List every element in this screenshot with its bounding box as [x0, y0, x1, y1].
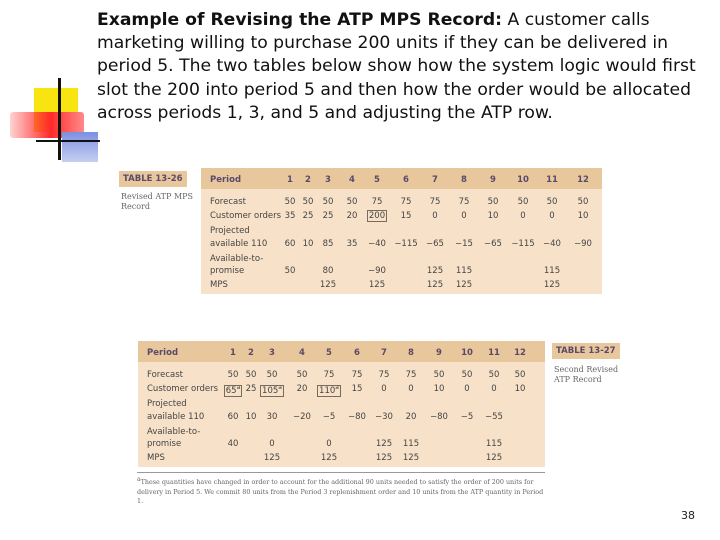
table1-cell	[510, 197, 536, 207]
table1-cell-value: −65	[484, 239, 502, 249]
table1-cell-value: 75	[458, 197, 470, 207]
table1-cell	[539, 239, 565, 249]
table2-cell-value: 50	[461, 370, 473, 380]
table1-period-2: 2	[305, 175, 311, 185]
table1-cell	[539, 197, 565, 207]
table2-period-1: 1	[230, 348, 236, 358]
table2-period-10: 10	[461, 348, 473, 358]
table2-header-label: Period	[147, 348, 179, 358]
table1-row-label: available 110	[210, 239, 268, 249]
table1-cell-value: 50	[284, 197, 296, 207]
table1-cell-value: 115	[455, 266, 473, 276]
table2-period-8: 8	[408, 348, 414, 358]
table1-cell-value: 80	[322, 266, 334, 276]
table1-cell	[364, 266, 390, 276]
table1-row-label: Forecast	[210, 197, 246, 207]
table1-cell-value: 10	[577, 211, 589, 221]
table2-cell-value: 10	[514, 384, 526, 394]
table2-cell	[316, 384, 342, 396]
table2-cell-value: 125	[263, 453, 281, 463]
table2-tag: TABLE 13-27	[552, 343, 620, 359]
table1-cell	[570, 239, 596, 249]
table1-cell-value: 35	[346, 239, 358, 249]
table1-cell-value: 0	[520, 211, 526, 221]
table2-cell	[481, 384, 507, 394]
table2-cell-value: −80	[348, 412, 366, 422]
table2-cell	[371, 384, 397, 394]
table1-cell-value: 50	[322, 197, 334, 207]
table2-cell	[259, 439, 285, 449]
table1-cell-value: −90	[368, 266, 386, 276]
table2-row-label: Forecast	[147, 370, 183, 380]
table2-period-9: 9	[436, 348, 442, 358]
table2-cell	[371, 453, 397, 463]
table1-cell-value: 75	[400, 197, 412, 207]
table2-period-12: 12	[514, 348, 526, 358]
table2-cell	[507, 370, 533, 380]
table1-row-label: Available-to-	[210, 254, 264, 264]
table1-cell-value: −115	[511, 239, 535, 249]
table2-cell-value: 65$^a$	[225, 384, 241, 396]
table2-cell-value: 50	[266, 370, 278, 380]
table1-cell-value: 125	[455, 280, 473, 290]
table2-cell-value: 125	[320, 453, 338, 463]
decorative-vertical-line	[58, 78, 61, 160]
table2-row-label: MPS	[147, 453, 165, 463]
table2-cell-value: 0	[269, 439, 275, 449]
table2-cell	[220, 439, 246, 449]
table2-cell-value: 115	[402, 439, 420, 449]
table2-cell	[316, 412, 342, 422]
table1-cell-value: 10	[302, 239, 314, 249]
table2-cell-value: 40	[227, 439, 239, 449]
table2-cell-value: 0	[491, 384, 497, 394]
table1-cell	[451, 239, 477, 249]
table2-row-label: Available-to-	[147, 427, 201, 437]
table2-cell-value: 0	[381, 384, 387, 394]
table1-cell-value: 50	[284, 266, 296, 276]
decorative-blue-square	[62, 132, 98, 162]
table1-cell-value: 50	[546, 197, 558, 207]
table2-cell-value: 75	[405, 370, 417, 380]
table2-cell-value: 0	[464, 384, 470, 394]
table1-cell	[393, 197, 419, 207]
table1-atp-record	[201, 168, 602, 294]
table2-cell-value: 20	[296, 384, 308, 394]
table2-footnote	[137, 472, 545, 507]
table1-cell	[539, 211, 565, 221]
table2-footnote-marker: a	[236, 384, 241, 391]
table1-cell-value: 10	[487, 211, 499, 221]
table2-cell-value: −80	[430, 412, 448, 422]
table1-cell	[422, 280, 448, 290]
table1-cell	[451, 211, 477, 221]
table2-cell	[259, 453, 285, 463]
table1-cell	[339, 211, 365, 221]
table1-cell	[315, 280, 341, 290]
table1-cell-value: −115	[394, 239, 418, 249]
table2-cell	[371, 370, 397, 380]
table1-cell-value: 0	[461, 211, 467, 221]
table2-cell-value: 125	[375, 439, 393, 449]
slide-body-text	[97, 9, 697, 125]
table1-cell	[315, 266, 341, 276]
table2-cell-value: 105$^a$	[262, 384, 282, 396]
table2-second-revised-atp-record	[138, 341, 545, 467]
table1-cell-value: 20	[346, 211, 358, 221]
table1-cell-value: 25	[302, 211, 314, 221]
table1-cell	[339, 197, 365, 207]
table1-cell-value: 50	[487, 197, 499, 207]
table2-cell	[481, 370, 507, 380]
table2-cell-value: 125	[485, 453, 503, 463]
slide-title-bold: Example of Revising the ATP MPS Record:	[97, 10, 503, 30]
table2-cell-value: 50	[433, 370, 445, 380]
table2-footnote-marker: a	[335, 384, 339, 391]
table1-cell	[451, 266, 477, 276]
slide-title-rest: A customer calls marketing willing to purchase 200 units if they can be delivered in period 5. The two tables below show how the system logic would first slot the 200 into period 5 and then how the order would be allocated across periods 1, 3, and 5 and adjusting the ATP row.	[97, 10, 696, 123]
table1-cell	[393, 239, 419, 249]
table1-cell	[364, 280, 390, 290]
table2-cell-value: 110$^a$	[319, 384, 339, 396]
table2-cell-value: 50	[488, 370, 500, 380]
table1-row-label: MPS	[210, 280, 228, 290]
table1-period-5: 5	[374, 175, 380, 185]
table1-cell-value: 50	[577, 197, 589, 207]
table2-cell	[289, 370, 315, 380]
table1-period-9: 9	[490, 175, 496, 185]
table1-period-7: 7	[432, 175, 438, 185]
table1-cell	[422, 211, 448, 221]
table2-cell-value: 60	[227, 412, 239, 422]
table2-period-4: 4	[299, 348, 305, 358]
table2-period-2: 2	[248, 348, 254, 358]
table1-cell-value: −40	[543, 239, 561, 249]
table1-cell	[315, 239, 341, 249]
table1-cell-value: 75	[371, 197, 383, 207]
table1-cell-value: 0	[432, 211, 438, 221]
table2-period-5: 5	[326, 348, 332, 358]
table2-row-label: Customer orders	[147, 384, 219, 394]
table1-cell-value: 125	[319, 280, 337, 290]
table2-cell	[316, 370, 342, 380]
table1-cell-value: −40	[368, 239, 386, 249]
table1-caption: Revised ATP MPS Record	[121, 192, 193, 211]
table2-cell	[426, 370, 452, 380]
table2-cell-value: 0	[326, 439, 332, 449]
table1-period-6: 6	[403, 175, 409, 185]
table2-cell-value: 50	[514, 370, 526, 380]
table1-row-label: Customer orders	[210, 211, 282, 221]
table1-cell	[422, 239, 448, 249]
table2-row-label: available 110	[147, 412, 205, 422]
table2-cell-value: 20	[405, 412, 417, 422]
table2-cell	[344, 370, 370, 380]
table1-cell	[480, 211, 506, 221]
table1-cell-value: −15	[455, 239, 473, 249]
table2-cell	[454, 384, 480, 394]
table1-cell-value: 50	[302, 197, 314, 207]
page-number: 38	[681, 509, 695, 522]
table2-cell	[454, 412, 480, 422]
table2-cell-value: 0	[408, 384, 414, 394]
table2-cell-value: 10	[245, 412, 257, 422]
table2-period-6: 6	[354, 348, 360, 358]
table2-cell	[259, 412, 285, 422]
table1-cell	[393, 211, 419, 221]
table1-cell	[451, 280, 477, 290]
table1-period-11: 11	[546, 175, 558, 185]
table2-cell-value: −20	[293, 412, 311, 422]
table1-cell-value: 0	[549, 211, 555, 221]
table2-cell	[289, 412, 315, 422]
table2-cell-value: 50	[245, 370, 257, 380]
table2-cell-value: 30	[266, 412, 278, 422]
table1-cell	[364, 197, 390, 207]
footnote-text: These quantities have changed in order to account for the additional 90 units needed to satisfy the order of 200 units for delivery in Period 5. We commit 80 units from the Period 3 replenishment order and 10 units from the ATP quantity in Period 1.	[137, 478, 544, 506]
table2-cell	[398, 453, 424, 463]
table1-cell	[364, 211, 390, 221]
table2-cell-value: −55	[485, 412, 503, 422]
table2-cell-value: −30	[375, 412, 393, 422]
table1-period-10: 10	[517, 175, 529, 185]
table2-cell-value: 75	[323, 370, 335, 380]
table2-row-label: Projected	[147, 399, 187, 409]
table2-cell-value: 25	[245, 384, 257, 394]
table1-cell	[451, 197, 477, 207]
table1-cell	[315, 211, 341, 221]
table1-cell-value: 125	[543, 280, 561, 290]
table2-cell	[481, 453, 507, 463]
table1-period-3: 3	[325, 175, 331, 185]
table2-row-label: promise	[147, 439, 182, 449]
table1-cell-value: 125	[368, 280, 386, 290]
table1-cell	[510, 211, 536, 221]
table2-cell-value: 125	[375, 453, 393, 463]
table1-cell-value: 125	[426, 280, 444, 290]
table2-caption: Second Revised ATP Record	[554, 365, 619, 384]
table2-cell	[259, 384, 285, 396]
table2-footnote-marker: a	[278, 384, 282, 391]
table2-cell	[454, 370, 480, 380]
table1-cell-value: 115	[543, 266, 561, 276]
table1-cell	[422, 197, 448, 207]
table2-cell	[398, 370, 424, 380]
table2-cell	[371, 412, 397, 422]
table1-cell-value: 15	[400, 211, 412, 221]
table2-cell-value: 50	[296, 370, 308, 380]
table2-cell	[316, 453, 342, 463]
table2-cell	[398, 384, 424, 394]
table2-cell-value: −5	[460, 412, 474, 422]
table1-cell-value: −90	[574, 239, 592, 249]
table1-cell	[570, 211, 596, 221]
table2-cell	[344, 412, 370, 422]
table1-period-1: 1	[287, 175, 293, 185]
table1-cell	[364, 239, 390, 249]
table1-cell-value: 50	[517, 197, 529, 207]
decorative-horizontal-line	[36, 140, 100, 142]
table1-cell	[510, 239, 536, 249]
table1-cell	[339, 239, 365, 249]
table1-cell	[480, 197, 506, 207]
table2-cell	[426, 412, 452, 422]
table2-cell	[344, 384, 370, 394]
table1-period-4: 4	[349, 175, 355, 185]
table2-cell	[259, 370, 285, 380]
table1-header-label: Period	[210, 175, 242, 185]
table1-cell	[539, 266, 565, 276]
table1-row-label: Projected	[210, 226, 250, 236]
table1-cell-value: 200	[368, 211, 386, 221]
table2-cell-value: 75	[378, 370, 390, 380]
table1-cell	[315, 197, 341, 207]
table2-period-7: 7	[381, 348, 387, 358]
table1-period-12: 12	[577, 175, 589, 185]
footnote-mark: a	[137, 476, 141, 483]
table1-cell	[277, 266, 303, 276]
table2-cell	[316, 439, 342, 449]
table1-cell-value: 35	[284, 211, 296, 221]
table2-cell-value: 75	[351, 370, 363, 380]
table2-period-3: 3	[269, 348, 275, 358]
table2-cell-value: 125	[402, 453, 420, 463]
table2-cell-value: 15	[351, 384, 363, 394]
table1-cell-value: −65	[426, 239, 444, 249]
table1-row-label: promise	[210, 266, 245, 276]
table1-cell	[570, 197, 596, 207]
table1-cell	[539, 280, 565, 290]
table2-cell	[371, 439, 397, 449]
table2-cell	[398, 412, 424, 422]
table2-cell-value: 115	[485, 439, 503, 449]
table1-cell-value: 85	[322, 239, 334, 249]
table1-cell-value: 50	[346, 197, 358, 207]
table2-cell	[426, 384, 452, 394]
table1-cell-value: 125	[426, 266, 444, 276]
table2-cell-value: −5	[322, 412, 336, 422]
table2-cell	[398, 439, 424, 449]
table2-cell	[507, 384, 533, 394]
table2-cell-value: 10	[433, 384, 445, 394]
table1-tag: TABLE 13-26	[119, 171, 187, 187]
table1-cell-value: 60	[284, 239, 296, 249]
table1-cell-value: 25	[322, 211, 334, 221]
table2-cell	[481, 412, 507, 422]
table1-cell-value: 75	[429, 197, 441, 207]
table2-period-11: 11	[488, 348, 500, 358]
table1-period-8: 8	[461, 175, 467, 185]
table1-cell	[480, 239, 506, 249]
table2-cell-value: 50	[227, 370, 239, 380]
table1-cell	[422, 266, 448, 276]
table2-cell	[289, 384, 315, 394]
table2-cell	[481, 439, 507, 449]
